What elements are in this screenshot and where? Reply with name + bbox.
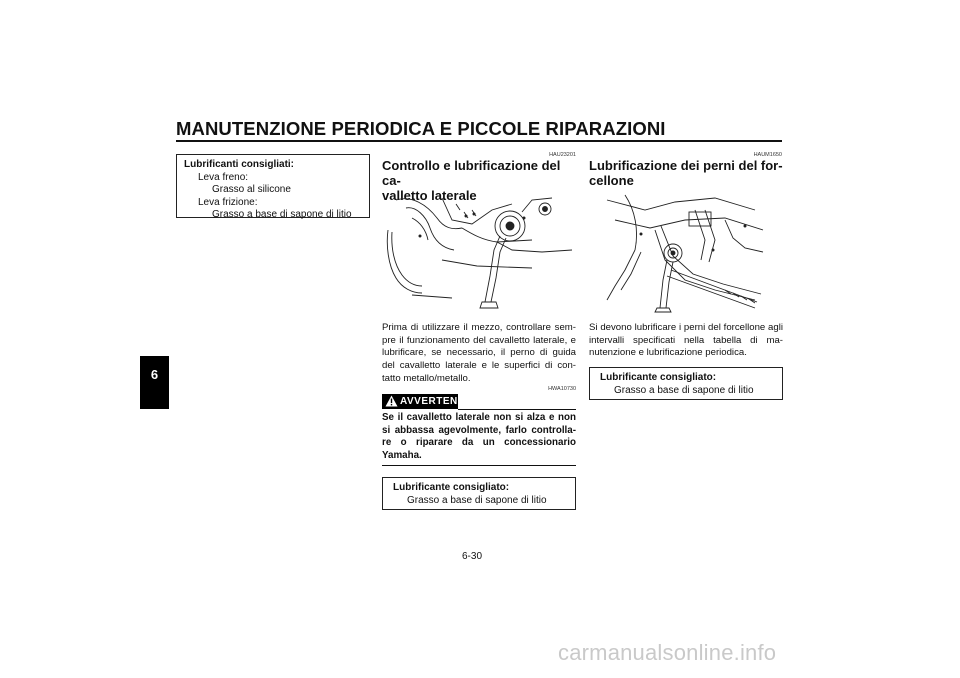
swingarm-paragraph: Si devono lubrificare i perni del forcellone agli intervalli specificati nella tabella di ma-nutenzione e lubrificazione periodica. <box>589 322 783 359</box>
warning-bottom-rule <box>382 465 576 466</box>
warning-triangle-icon <box>385 395 398 407</box>
warning-text: Se il cavalletto laterale non si alza e non si abbassa agevolmente, farlo controlla-re o riparare da un concessionario Yamaha. <box>382 412 576 462</box>
page-number: 6-30 <box>462 551 483 562</box>
lubricant-box-title: Lubrificante consigliato: <box>600 372 717 383</box>
sidestand-paragraph: Prima di utilizzare il mezzo, controllare sem-pre il funzionamento del cavalletto laterale, e lubrificare, se necessario, il perno di guida del cavalletto laterale e le superfici di con-tatto metallo/metallo. <box>382 322 576 384</box>
swingarm-lubricant-box <box>589 367 783 400</box>
warning-code: HWA10730 <box>548 386 576 392</box>
lubricant-box-title: Lubrificanti consigliati: <box>184 159 295 170</box>
swingarm-illustration <box>605 190 765 314</box>
header-rule <box>176 140 782 142</box>
warning-top-rule <box>458 409 576 410</box>
lubricant-item: Leva frizione: <box>198 196 258 208</box>
lubricant-value: Grasso a base di sapone di litio <box>407 494 547 506</box>
warning-label: AVVERTENZA <box>400 396 473 407</box>
sidestand-lubricant-box <box>382 477 576 510</box>
watermark[interactable]: carmanualsonline.info <box>558 640 777 665</box>
lubricant-value: Grasso a base di sapone di litio <box>212 209 352 220</box>
warning-banner <box>382 394 473 409</box>
chapter-tab: 6 <box>140 356 169 409</box>
lubricant-value: Grasso a base di sapone di litio <box>614 384 754 396</box>
page-title: MANUTENZIONE PERIODICA E PICCOLE RIPARAZIONI <box>176 118 666 139</box>
left-lubricant-box <box>176 154 370 218</box>
sidestand-illustration <box>382 190 576 312</box>
lubricant-value: Grasso al silicone <box>212 184 291 195</box>
section-title-sidestand: Controllo e lubrificazione del ca- valletto laterale <box>382 158 561 203</box>
lubricant-item: Leva freno: <box>198 171 249 183</box>
lubricant-box-title: Lubrificante consigliato: <box>393 482 510 493</box>
section-code: HAU23201 <box>549 152 576 158</box>
section-title-swingarm: Lubrificazione dei perni del for- cellone <box>589 158 783 188</box>
section-code: HAUM1650 <box>753 152 782 158</box>
